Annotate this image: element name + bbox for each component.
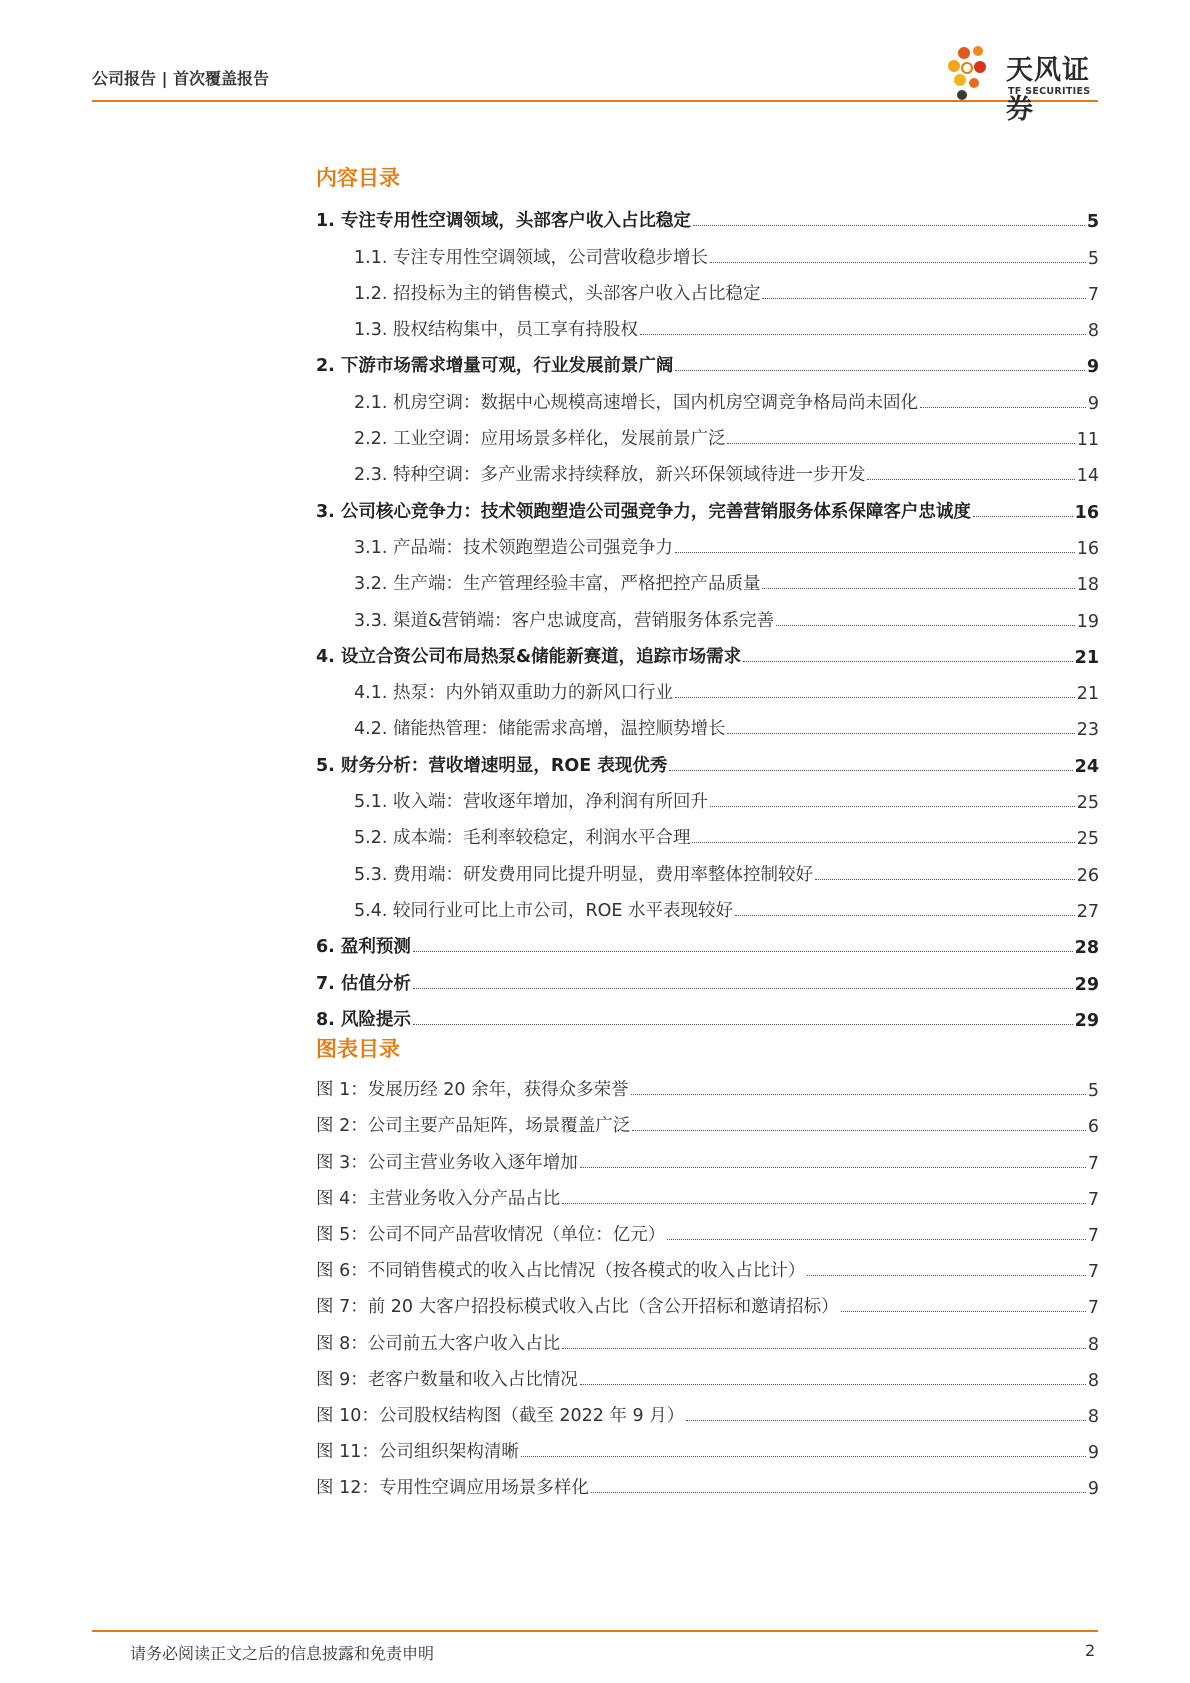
figure-entry[interactable]: 图 1：发展历经 20 余年，获得众多荣誉 5 [316, 1080, 1099, 1102]
figure-entry[interactable]: 图 8：公司前五大客户收入占比 8 [316, 1333, 1099, 1355]
toc-entry[interactable]: 8. 风险提示 29 [316, 1009, 1099, 1031]
figures-list [316, 1065, 1099, 1499]
footer-divider [92, 1630, 1098, 1632]
figure-entry[interactable]: 图 2：公司主要产品矩阵，场景覆盖广泛 6 [316, 1116, 1099, 1138]
logo-english-name: TF SECURITIES [1008, 86, 1091, 97]
figure-entry[interactable]: 图 3：公司主营业务收入逐年增加 7 [316, 1152, 1099, 1174]
figure-entry[interactable]: 图 4：主营业务收入分产品占比 7 [316, 1188, 1099, 1210]
toc-entry[interactable]: 5.1. 收入端：营收逐年增加，净利润有所回升 25 [354, 792, 1099, 814]
logo-name: 天风证券 [1006, 55, 1090, 125]
disclaimer-text: 请务必阅读正文之后的信息披露和免责申明 [130, 1644, 435, 1663]
toc-title: 内容目录 [316, 166, 400, 190]
toc-entry[interactable]: 5.2. 成本端：毛利率较稳定，利润水平合理 25 [354, 828, 1099, 850]
toc-entry[interactable]: 2.3. 特种空调：多产业需求持续释放，新兴环保领域待进一步开发 14 [354, 465, 1099, 487]
figure-entry[interactable]: 图 11：公司组织架构清晰 9 [316, 1442, 1099, 1464]
toc-entry[interactable]: 5.4. 较同行业可比上市公司，ROE 水平表现较好 27 [354, 900, 1099, 922]
toc-entry[interactable]: 5.3. 费用端：研发费用同比提升明显，费用率整体控制较好 26 [354, 864, 1099, 886]
figure-entry[interactable]: 图 12：专用性空调应用场景多样化 9 [316, 1478, 1099, 1500]
report-type-header: 公司报告 | 首次覆盖报告 [92, 69, 269, 88]
toc-entry[interactable]: 7. 估值分析 29 [316, 973, 1099, 995]
toc-entry[interactable]: 2.2. 工业空调：应用场景多样化，发展前景广泛 11 [354, 429, 1099, 451]
toc-entry[interactable]: 6. 盈利预测 28 [316, 937, 1099, 959]
figure-entry[interactable]: 图 5：公司不同产品营收情况（单位：亿元） 7 [316, 1224, 1099, 1246]
toc-entry[interactable]: 3. 公司核心竞争力：技术领跑塑造公司强竞争力，完善营销服务体系保障客户忠诚度 16 [316, 501, 1099, 523]
toc-entry[interactable]: 4.2. 储能热管理：储能需求高增，温控顺势增长 23 [354, 719, 1099, 741]
company-logo [940, 40, 1110, 125]
figures-title: 图表目录 [316, 1037, 400, 1061]
toc-entry[interactable]: 4. 设立合资公司布局热泵&储能新赛道，追踪市场需求 21 [316, 646, 1099, 668]
toc-entry[interactable]: 1.2. 招投标为主的销售模式，头部客户收入占比稳定 7 [354, 283, 1099, 305]
figure-entry[interactable]: 图 9：老客户数量和收入占比情况 8 [316, 1369, 1099, 1391]
toc-list [316, 196, 1099, 1031]
toc-entry[interactable]: 3.2. 生产端：生产管理经验丰富，严格把控产品质量 18 [354, 574, 1099, 596]
toc-entry[interactable]: 1.1. 专注专用性空调领域，公司营收稳步增长 5 [354, 247, 1099, 269]
toc-entry[interactable]: 3.3. 渠道&营销端：客户忠诚度高，营销服务体系完善 19 [354, 610, 1099, 632]
figure-entry[interactable]: 图 6：不同销售模式的收入占比情况（按各模式的收入占比计） 7 [316, 1261, 1099, 1283]
toc-entry[interactable]: 5. 财务分析：营收增速明显，ROE 表现优秀 24 [316, 755, 1099, 777]
figure-entry[interactable]: 图 7：前 20 大客户招投标模式收入占比（含公开招标和邀请招标） 7 [316, 1297, 1099, 1319]
toc-entry[interactable]: 3.1. 产品端：技术领跑塑造公司强竞争力 16 [354, 537, 1099, 559]
flower-logo-icon [940, 40, 1004, 104]
toc-entry[interactable]: 4.1. 热泵：内外销双重助力的新风口行业 21 [354, 683, 1099, 705]
toc-entry[interactable]: 2. 下游市场需求增量可观，行业发展前景广阔 9 [316, 356, 1099, 378]
toc-entry[interactable]: 2.1. 机房空调：数据中心规模高速增长，国内机房空调竞争格局尚未固化 9 [354, 392, 1099, 414]
figure-entry[interactable]: 图 10：公司股权结构图（截至 2022 年 9 月） 8 [316, 1405, 1099, 1427]
toc-entry[interactable]: 1.3. 股权结构集中，员工享有持股权 8 [354, 320, 1099, 342]
page-number: 2 [1085, 1641, 1096, 1660]
toc-entry[interactable]: 1. 专注专用性空调领域，头部客户收入占比稳定 5 [316, 211, 1099, 233]
